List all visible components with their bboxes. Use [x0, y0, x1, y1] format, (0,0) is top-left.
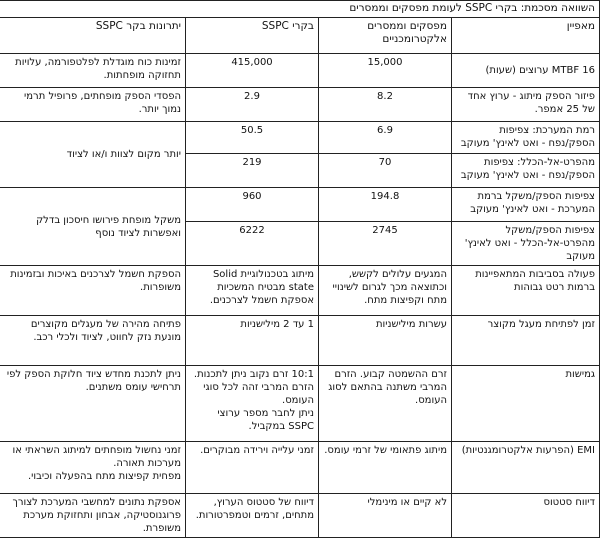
advantage-cell: פתיחה מהירה של מעגלים מקוצרים מונעת נזק לחווט, לציוד ולכלי רכב.: [0, 316, 186, 366]
sspc-text: ניתן לחבר מספר ערוצי SSPC במקביל.: [217, 408, 314, 432]
advantage-cell: [0, 442, 186, 494]
em-cell: 6.9: [319, 122, 452, 154]
table-row: [0, 88, 600, 122]
advantage-cell: זמינות כוח מוגדלת לפלטפורמה, עלויות תחזוקה מופחתות.: [0, 54, 186, 88]
sspc-cell: דיווח של סטטוס הערוץ, מתחים, זרמים וטמפרטורות.: [186, 494, 319, 538]
feature-cell: גמישות: [452, 366, 600, 442]
header-em: מפסקים וממסרים אלקטרומכניים: [319, 18, 452, 54]
table-row: [0, 442, 600, 494]
table-title: השוואה מסכמת: בקרי SSPC לעומת מפסקים וממסרים: [0, 1, 600, 18]
sspc-text: 10:1 זרם נקוב ניתן לתכנות. הזרם המרבי זהה לכל סוגי העומס.: [193, 369, 314, 406]
feature-cell: צפיפות הספק/משקל מהפרט-אל-הכלל - ואט לאינץ' מעוקב: [452, 222, 600, 266]
advantage-cell: הספקת חשמל לצרכנים באיכות ובזמינות משופרות.: [0, 266, 186, 316]
table-row: [0, 316, 600, 366]
table-row: [0, 122, 600, 154]
header-sspc: בקרי SSPC: [186, 18, 319, 54]
feature-cell: מהפרט-אל-הכלל: צפיפות הספק/נפח - ואט לאינץ' מעוקב: [452, 154, 600, 188]
table-row: [0, 54, 600, 88]
advantage-cell: אספקת נתונים למחשבי המערכת לצורך פרוגנוסטיקה, אבחון ותחזוקת מערכת משופרת.: [0, 494, 186, 538]
header-advantage: יתרונות בקר SSPC: [0, 18, 186, 54]
table-row: [0, 494, 600, 538]
feature-cell: פעולה בסביבות המתאפיינות ברמות רטט גבוהות: [452, 266, 600, 316]
em-cell: לא קיים או מינימלי: [319, 494, 452, 538]
sspc-cell: 50.5: [186, 122, 319, 154]
em-cell: זרם ההשמטה קבוע. הזרם המרבי משתנה בהתאם לסוג העומס.: [319, 366, 452, 442]
sspc-cell: 960: [186, 188, 319, 222]
advantage-cell: ניתן לתכנת מחדש ציוד חלוקת הספק לפי תרחישי עומס משתנים.: [0, 366, 186, 442]
em-cell: 2745: [319, 222, 452, 266]
table-row: [0, 188, 600, 222]
header-row: [0, 18, 600, 54]
em-cell: 8.2: [319, 88, 452, 122]
em-cell: מיתוג פתאומי של זרמי עומס.: [319, 442, 452, 494]
em-cell: 194.8: [319, 188, 452, 222]
table-row: [0, 266, 600, 316]
feature-cell: MTBF 16 ערוצים (שעות): [452, 54, 600, 88]
advantage-cell: הפסדי הספק מופחתים, פרופיל תרמי נמוך יותר.: [0, 88, 186, 122]
feature-cell: פיזור הספק מיתוג - ערוץ אחד של 25 אמפר.: [452, 88, 600, 122]
advantage-text: זמני נחשול מופחתים למיתוג השראתי או מערכות תאורה.: [12, 445, 181, 469]
feature-cell: זמן לפתיחת מעגל מקוצר: [452, 316, 600, 366]
feature-cell: רמת המערכת: צפיפות הספק/נפח - ואט לאינץ' מעוקב: [452, 122, 600, 154]
sspc-cell: זמני עלייה וירידה מבוקרים.: [186, 442, 319, 494]
feature-cell: דיווח סטטוס: [452, 494, 600, 538]
sspc-cell: 1 עד 2 מילישניות: [186, 316, 319, 366]
em-cell: המגעים עלולים לקשש, וכתוצאה מכך לגרום לשינויי מתח וקפיצות מתח.: [319, 266, 452, 316]
em-cell: 70: [319, 154, 452, 188]
feature-cell: EMI (הפרעות אלקטרומגנטיות): [452, 442, 600, 494]
sspc-cell: 2.9: [186, 88, 319, 122]
sspc-cell: [186, 366, 319, 442]
sspc-cell: 6222: [186, 222, 319, 266]
header-feature: מאפיין: [452, 18, 600, 54]
sspc-cell: 415,000: [186, 54, 319, 88]
advantage-cell: משקל מופחת פירושו חיסכון בדלק ואפשרות לציוד נוסף: [0, 188, 186, 266]
em-cell: 15,000: [319, 54, 452, 88]
table-row: [0, 366, 600, 442]
advantage-cell: יותר מקום לצוות ו/או לציוד: [0, 122, 186, 188]
advantage-text: מפחית קפיצות מתח בהפעלה וכיבוי.: [27, 471, 181, 482]
feature-cell: צפיפות הספק/משקל ברמת המערכת - ואט לאינץ' מעוקב: [452, 188, 600, 222]
sspc-cell: מיתוג בטכנולוגיית Solid state מבטיח המשכיות אספקת חשמל לצרכנים.: [186, 266, 319, 316]
em-cell: עשרות מילישניות: [319, 316, 452, 366]
sspc-cell: 219: [186, 154, 319, 188]
